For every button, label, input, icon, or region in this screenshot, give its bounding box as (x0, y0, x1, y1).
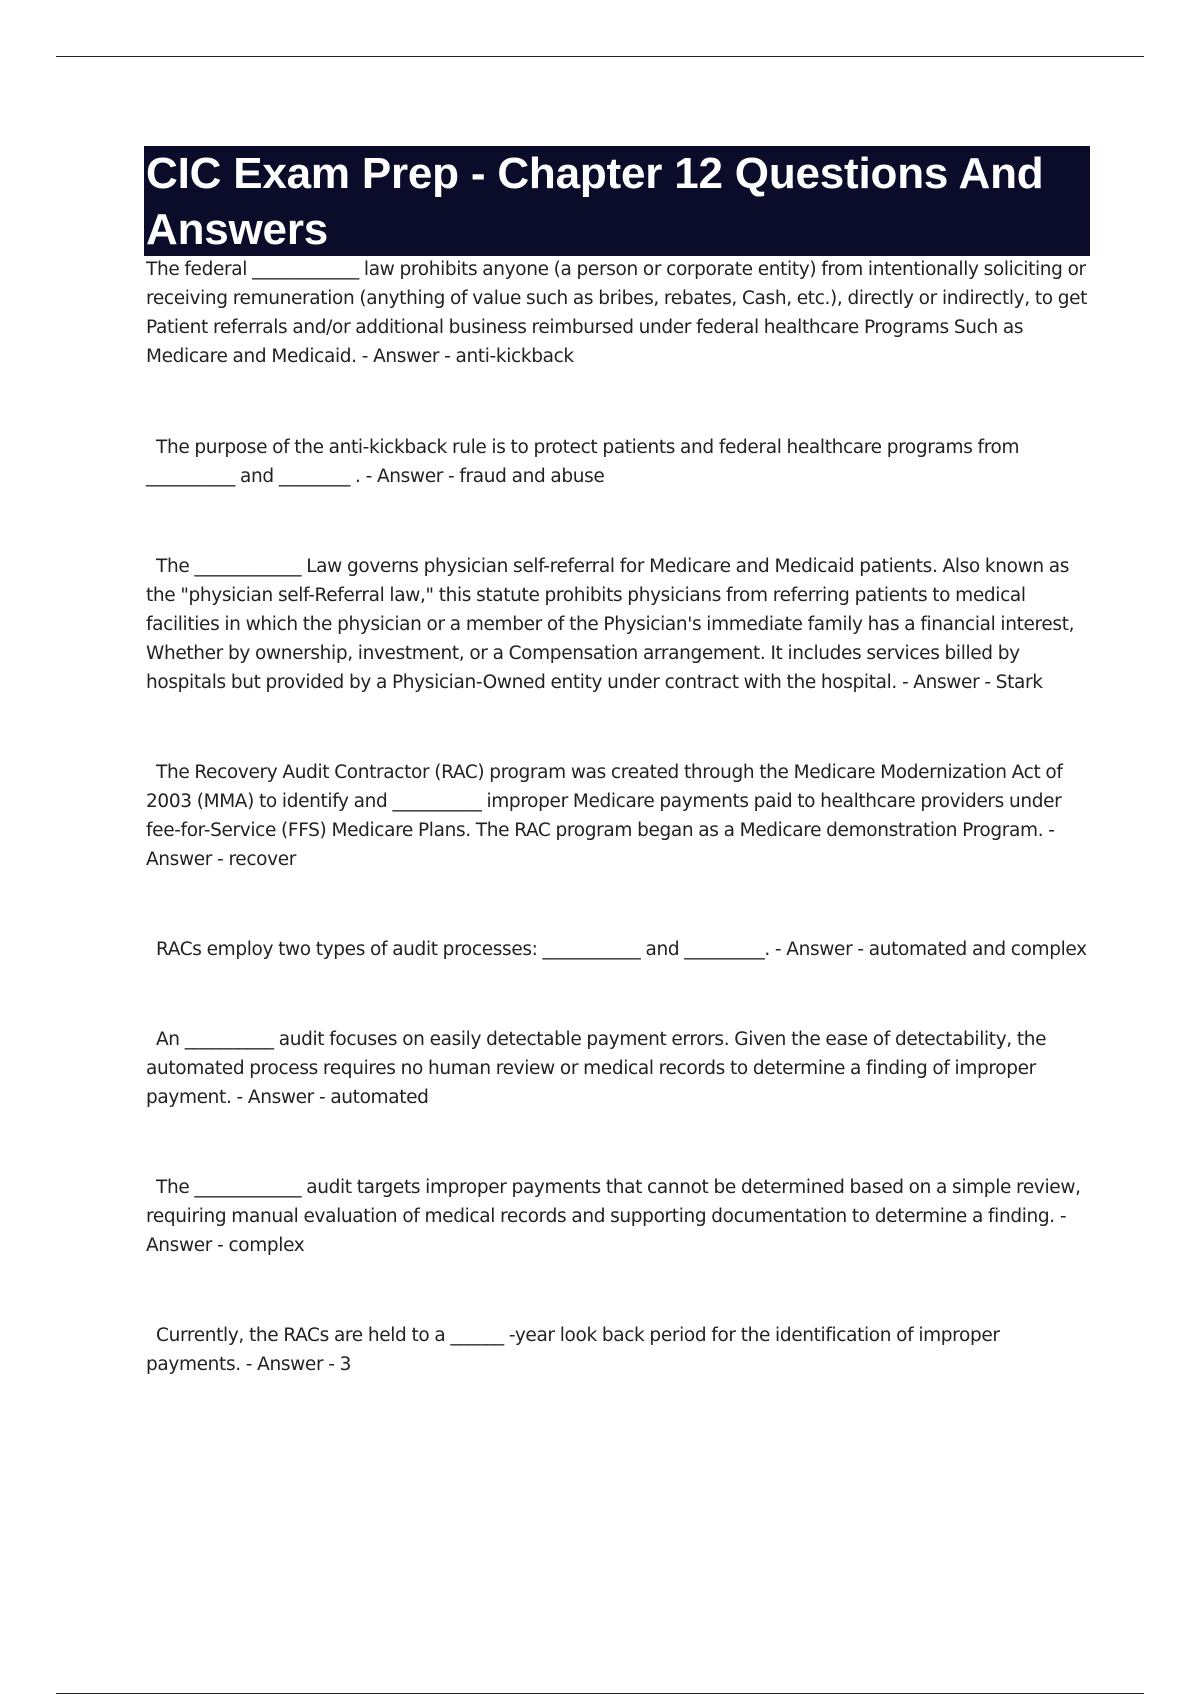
answer-separator: - Answer - (769, 939, 869, 960)
document-title: CIC Exam Prep - Chapter 12 Questions And Answers (146, 149, 1044, 254)
answer-text: Stark (995, 672, 1043, 693)
question-text: The ____________ audit targets improper payments that cannot be determined based on a simple review, requiring manual evaluation of medical records and supporting documentation to determine a finding. (146, 1177, 1081, 1227)
answer-separator: - Answer - (146, 1206, 1067, 1256)
qa-item (146, 1173, 1092, 1260)
qa-item (146, 552, 1092, 697)
qa-list (146, 255, 1092, 1379)
question-text: The purpose of the anti-kickback rule is to protect patients and federal healthcare programs from __________ and ________ . (146, 437, 1020, 487)
answer-separator: - Answer - (231, 1087, 331, 1108)
answer-separator: - Answer - (360, 466, 460, 487)
answer-separator: - Answer - (240, 1354, 340, 1375)
answer-separator: - Answer - (356, 346, 456, 367)
bottom-divider (56, 1693, 1144, 1694)
answer-text: automated and complex (868, 939, 1087, 960)
question-text: RACs employ two types of audit processes: ___________ and _________. (156, 939, 770, 960)
answer-text: recover (228, 849, 296, 870)
answer-text: automated (330, 1087, 429, 1108)
question-text: Currently, the RACs are held to a ______ -year look back period for the identification of improper payments. (146, 1325, 1000, 1375)
answer-separator: - Answer - (146, 820, 1055, 870)
qa-item (146, 1025, 1092, 1112)
title-banner (144, 146, 1090, 256)
answer-text: 3 (339, 1354, 352, 1375)
answer-text: fraud and abuse (459, 466, 605, 487)
question-text: The federal ____________ law prohibits anyone (a person or corporate entity) from intentionally soliciting or receiving remuneration (anything of value such as bribes, rebates, Cash, etc.), directly or indirectly, to get Patient referrals and/or additional business reimbursed under federal healthcare Programs Such as Medicare and Medicaid. (146, 259, 1088, 367)
question-text: The Recovery Audit Contractor (RAC) program was created through the Medicare Modernization Act of 2003 (MMA) to identify and __________ improper Medicare payments paid to healthcare providers under fee-for-Service (FFS) Medicare Plans. The RAC program began as a Medicare demonstration Program. (146, 762, 1063, 841)
qa-item (146, 255, 1092, 371)
question-text: The ____________ Law governs physician self-referral for Medicare and Medicaid patients. Also known as the "physician self-Referral law," this statute prohibits physicians from referring patients to medical facilities in which the physician or a member of the Physician's immediate family has a financial interest, Whether by ownership, investment, or a Compensation arrangement. It includes services billed by hospitals but provided by a Physician-Owned entity under contract with the hospital. (146, 556, 1075, 693)
qa-item (146, 935, 1092, 964)
top-divider (56, 56, 1144, 57)
answer-text: anti-kickback (455, 346, 574, 367)
question-text: An __________ audit focuses on easily detectable payment errors. Given the ease of detectability, the automated process requires no human review or medical records to determine a finding of improper payment. (146, 1029, 1047, 1108)
answer-text: complex (228, 1235, 305, 1256)
qa-item (146, 433, 1092, 491)
answer-separator: - Answer - (896, 672, 996, 693)
qa-item (146, 1321, 1092, 1379)
qa-item (146, 758, 1092, 874)
